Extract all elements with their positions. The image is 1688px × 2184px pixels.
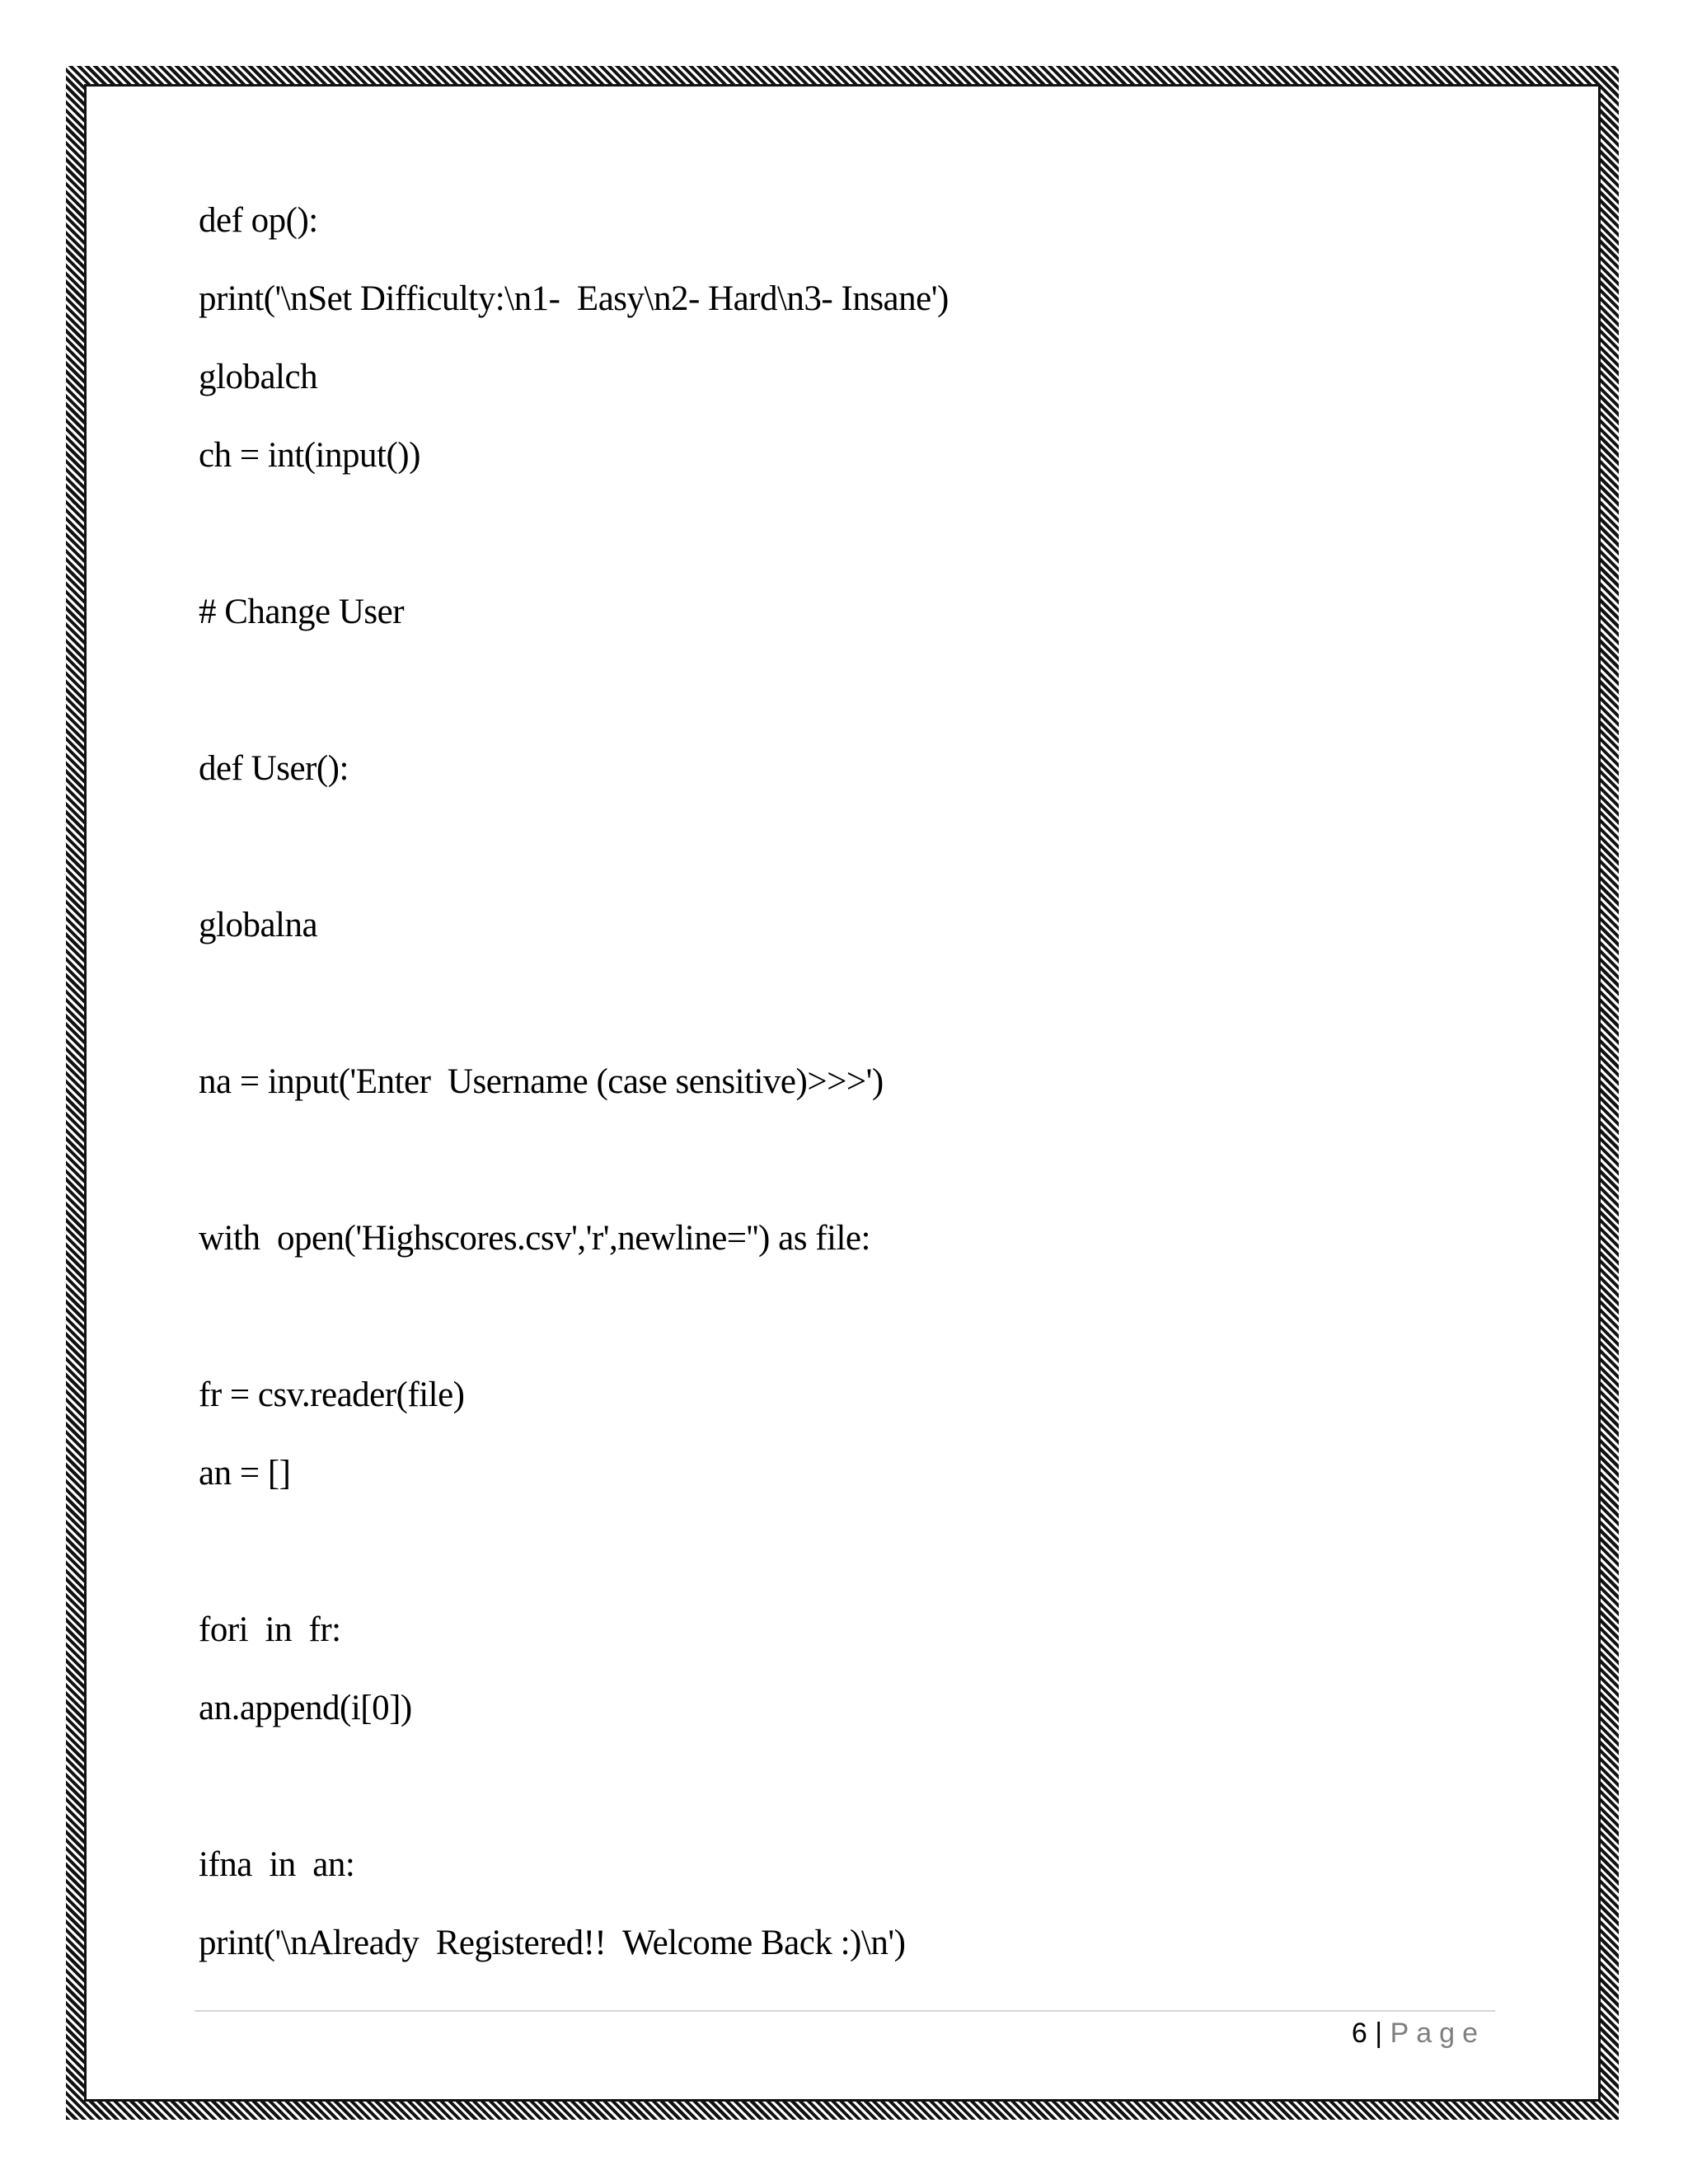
page-footer [1352,2013,1485,2054]
code-line: globalch [199,358,318,396]
code-line: an.append(i[0]) [199,1689,412,1727]
code-line: def op(): [199,201,318,240]
code-line: ch = int(input()) [199,436,420,475]
code-line: globalna [199,906,318,944]
code-line: print('\nSet Difficulty:\n1- Easy\n2- Hard\n3- Insane') [199,279,949,318]
code-line: fr = csv.reader(file) [199,1376,465,1414]
code-line: def User(): [199,749,349,788]
code-line: print('\nAlready Registered!! Welcome Back :)\n') [199,1924,906,1962]
code-line: # Change User [199,593,405,631]
code-line: fori in fr: [199,1610,341,1649]
footer-rule [195,2010,1495,2012]
code-line: ifna in an: [199,1845,355,1884]
code-line: an = [] [199,1454,291,1493]
footer-separator: | [1375,2018,1383,2049]
code-line: na = input('Enter Username (case sensitive)>>>') [199,1062,884,1101]
page-number: 6 [1351,2018,1367,2049]
page-label: Page [1390,2018,1485,2049]
code-line: with open('Highscores.csv','r',newline='') as file: [199,1219,870,1258]
